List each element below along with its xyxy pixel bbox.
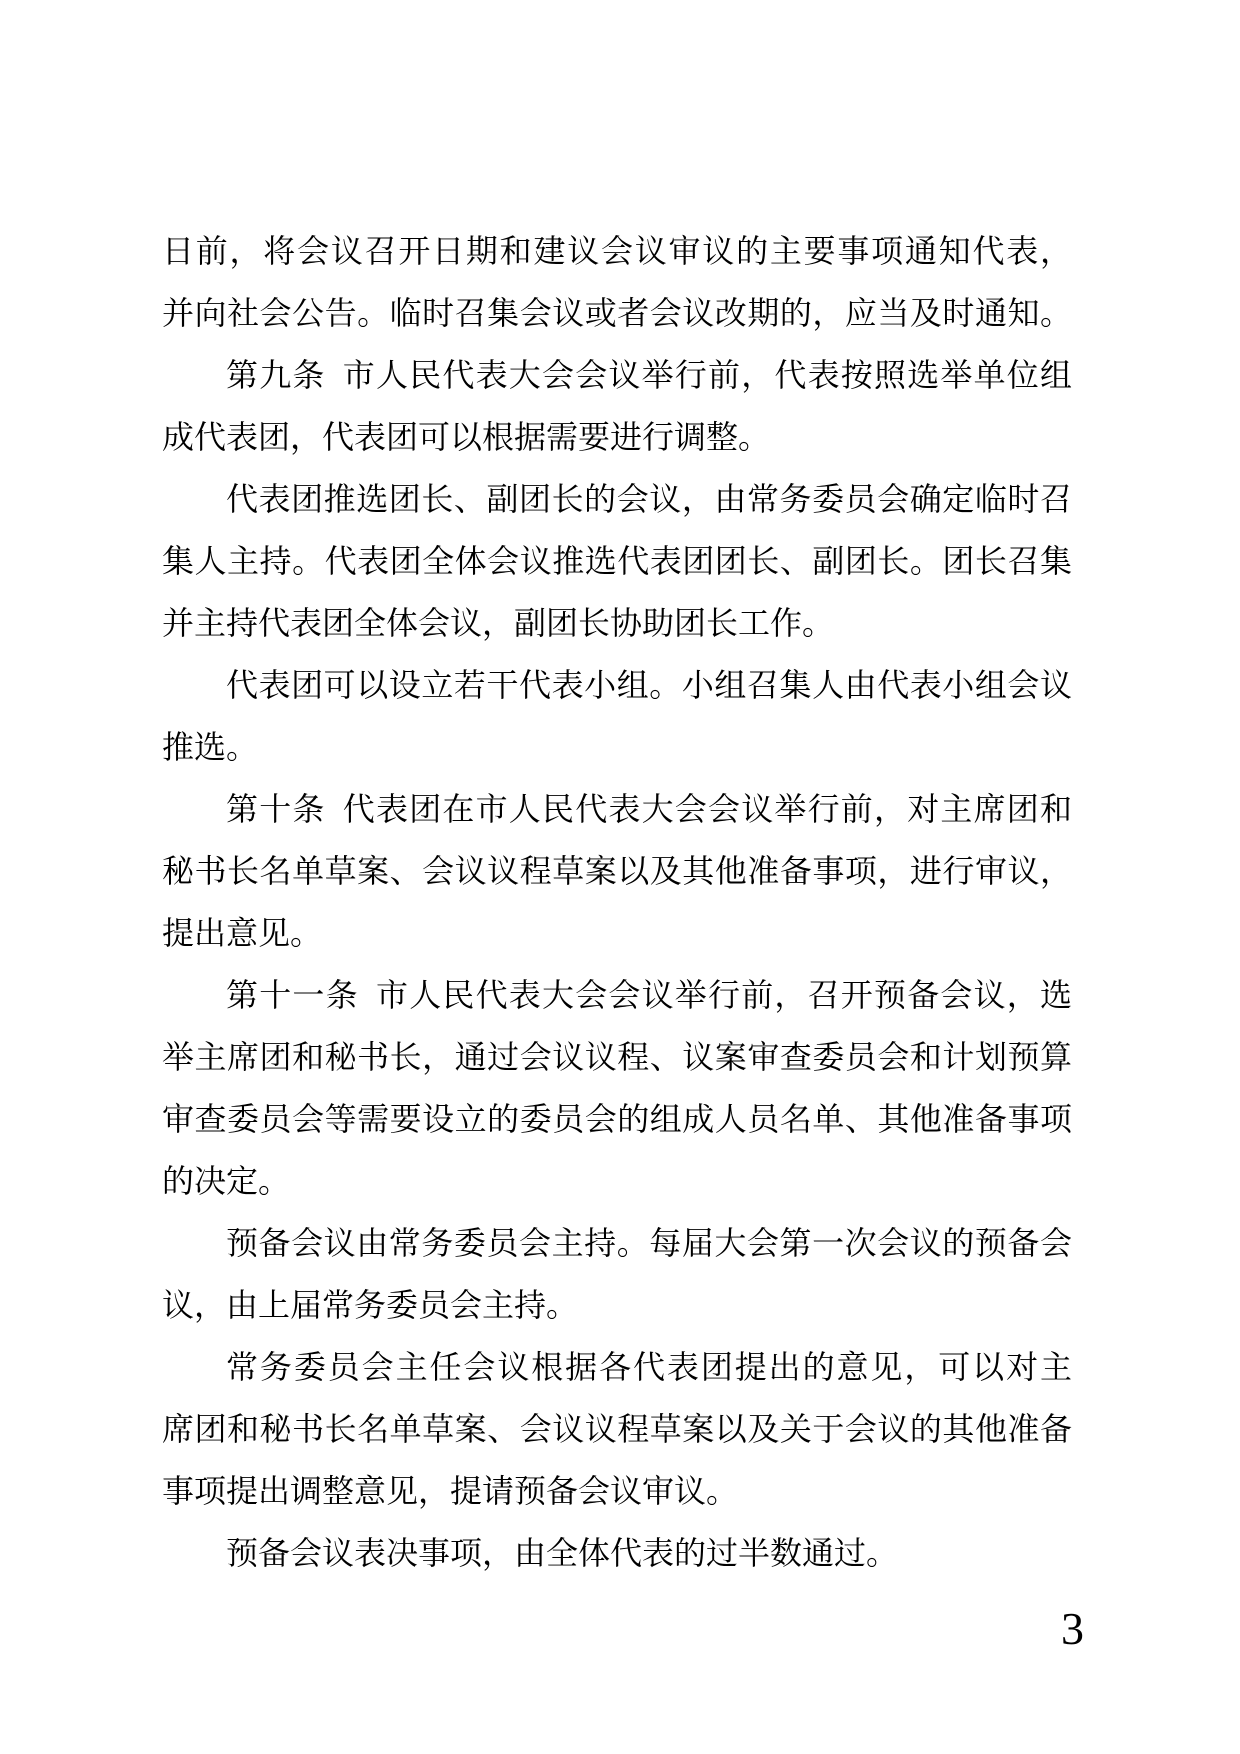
text-line: 并主持代表团全体会议，副团长协助团长工作。 — [162, 605, 835, 641]
text-line: 第十一条 市人民代表大会会议举行前，召开预备会议，选 — [226, 977, 1072, 1013]
page-footer — [162, 1604, 1084, 1655]
text-line: 集人主持。代表团全体会议推选代表团团长、副团长。团长召集 — [162, 543, 1072, 579]
text-line: 提出意见。 — [162, 915, 323, 951]
paragraph — [162, 654, 1072, 778]
text-line: 并向社会公告。临时召集会议或者会议改期的，应当及时通知。 — [162, 295, 1072, 331]
document-body — [162, 220, 1072, 1584]
text-line: 推选。 — [162, 729, 259, 765]
paragraph — [162, 964, 1072, 1212]
text-line: 举主席团和秘书长，通过会议议程、议案审查委员会和计划预算 — [162, 1039, 1072, 1075]
paragraph — [162, 1522, 1072, 1584]
text-line: 秘书长名单草案、会议议程草案以及其他准备事项，进行审议， — [162, 853, 1072, 889]
paragraph — [162, 1212, 1072, 1336]
text-line: 审查委员会等需要设立的委员会的组成人员名单、其他准备事项 — [162, 1101, 1072, 1137]
text-line: 的决定。 — [162, 1163, 291, 1199]
paragraph — [162, 778, 1072, 964]
text-line: 席团和秘书长名单草案、会议议程草案以及关于会议的其他准备 — [162, 1411, 1072, 1447]
text-line: 成代表团，代表团可以根据需要进行调整。 — [162, 419, 771, 455]
text-line: 第九条 市人民代表大会会议举行前，代表按照选举单位组 — [226, 357, 1072, 393]
paragraph — [162, 1336, 1072, 1522]
text-line: 第十条 代表团在市人民代表大会会议举行前，对主席团和 — [226, 791, 1072, 827]
text-line: 常务委员会主任会议根据各代表团提出的意见，可以对主 — [226, 1349, 1072, 1385]
paragraph — [162, 468, 1072, 654]
paragraph — [162, 344, 1072, 468]
text-line: 预备会议由常务委员会主持。每届大会第一次会议的预备会 — [226, 1225, 1072, 1261]
text-line: 事项提出调整意见，提请预备会议审议。 — [162, 1473, 739, 1509]
paragraph — [162, 220, 1072, 344]
text-line: 议，由上届常务委员会主持。 — [162, 1287, 579, 1323]
text-line: 代表团推选团长、副团长的会议，由常务委员会确定临时召 — [226, 481, 1072, 517]
text-line: 代表团可以设立若干代表小组。小组召集人由代表小组会议 — [226, 667, 1072, 703]
text-line: 预备会议表决事项，由全体代表的过半数通过。 — [226, 1535, 899, 1571]
text-line: 日前，将会议召开日期和建议会议审议的主要事项通知代表， — [162, 233, 1072, 269]
page-number: 3 — [1061, 1603, 1084, 1654]
